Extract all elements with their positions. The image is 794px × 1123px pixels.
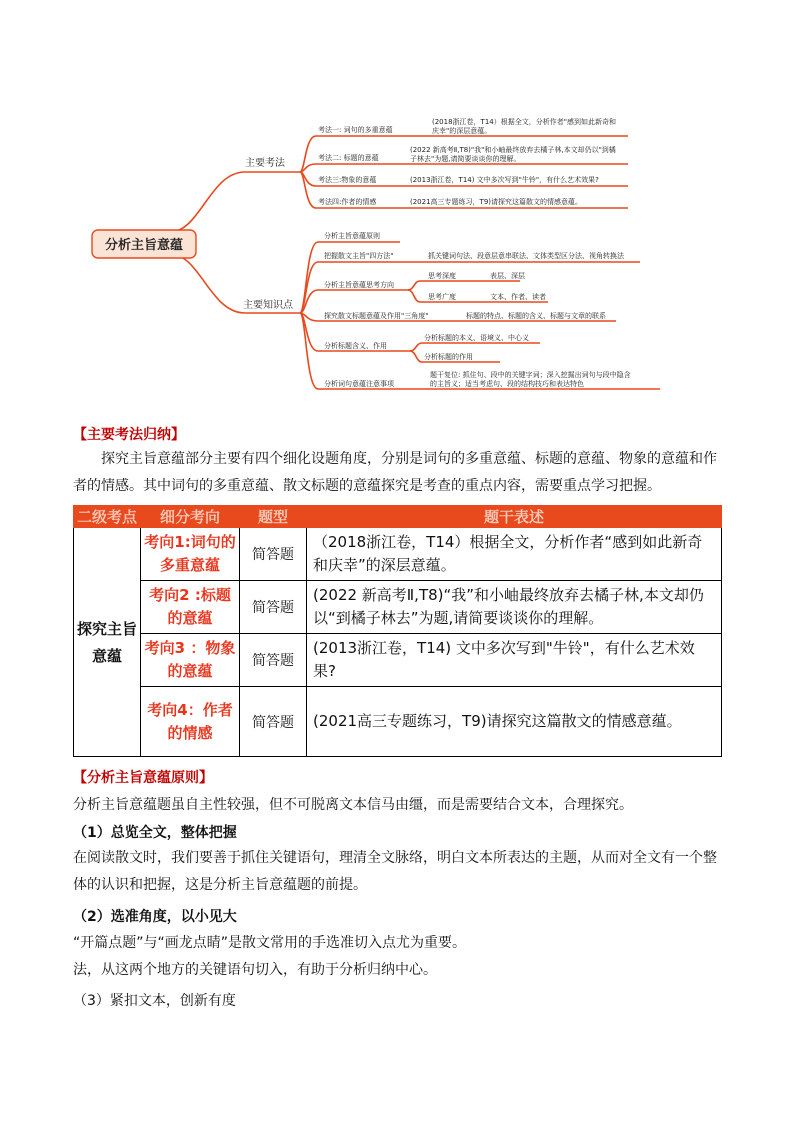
table-row [74,634,722,687]
direction-cell [141,581,240,634]
table-row [74,581,722,634]
table-row [74,687,722,757]
method-detail: 庆幸"的深层意蕴。 [432,127,492,135]
subheading: （3）紧扣文本，创新有度 [73,993,236,1009]
direction-cell [141,528,240,581]
table-header-cell: 二级考点 [74,506,141,528]
knowledge-detail: 的主旨义；适当考虑句、段的结构技巧和表达特色 [430,380,584,388]
knowledge-item: 分析主旨意蕴原则 [324,232,380,240]
knowledge-item: 探究散文标题意蕴及作用"三角度" [324,312,429,320]
knowledge-item: 把握散文主旨"四方法" [324,252,394,260]
direction-line: 的意蕴 [167,662,213,680]
subheading: （1）总览全文，整体把握 [73,825,237,841]
table-header-cell: 细分考向 [141,506,240,528]
stem-cell: (2022 新高考Ⅱ,T8)“我”和小岫最终放弃去橘子林,本文却仍以“到橘子林去”为题,请简要谈谈你的理解。 [307,581,722,634]
type-cell: 简答题 [240,687,307,757]
stem-cell: （2018浙江卷，T14）根据全文，分析作者“感到如此新奇和庆幸”的深层意蕴。 [307,528,722,581]
method-detail: 子林去"为题,请简要谈谈你的理解。 [410,155,521,163]
table-header-row [74,506,722,528]
knowledge-sub: 思考广度 [428,293,456,301]
knowledge-item: 分析词句意蕴注意事项 [324,380,394,388]
knowledge-detail: 抓关键词句法、段意层意串联法、文体类型区分法、视角转换法 [428,252,624,260]
method-detail: (2021高三专题练习，T9)请探究这篇散文的情感意蕴。 [410,198,583,206]
table-header-cell: 题干表述 [307,506,722,528]
question-table [73,505,722,757]
direction-line: 考向1:词句的 [144,533,236,551]
knowledge-detail: 题干复位: 抓住句、段中的关键字词；深入挖掘出词句与段中隐含 [430,371,631,379]
direction-line: 考向3 ：物象 [144,639,236,657]
table-row [74,528,722,581]
mindmap-root: 分析主旨意蕴 [104,238,184,253]
knowledge-detail: 表层、深层 [490,272,525,280]
method-detail: (2018浙江卷，T14）根据全文，分析作者"感到如此新奇和 [432,118,616,126]
section-heading-principles: 【分析主旨意蕴原则】 [73,770,213,786]
direction-line: 的情感 [167,723,213,742]
knowledge-sub: 分析标题的本义、语境义、中心义 [424,334,529,342]
paragraph-line: 在阅读散文时，我们要善于抓住关键语句，理清全文脉络，明白文本所表达的主题，从而对全文有一个整 [73,850,717,866]
knowledge-item: 分析主旨意蕴思考方向 [324,281,394,289]
method-label: 考法四:作者的情感 [318,198,377,206]
method-detail: (2022 新高考Ⅱ,T8)"我"和小岫最终放弃去橘子林,本文却仍以"到橘 [410,146,616,154]
method-label: 考法二: 标题的意蕴 [318,154,379,162]
method-label: 考法三:物象的意蕴 [318,176,377,184]
method-label: 考法一: 词句的多重意蕴 [318,126,393,134]
paragraph-line: 者的情感。其中词句的多重意蕴、散文标题的意蕴探究是考查的重点内容，需要重点学习把握。 [73,478,661,494]
direction-line: 考向4：作者 [147,700,233,719]
knowledge-detail: 标题的特点、标题的含义、标题与文章的联系 [466,312,606,320]
knowledge-sub: 分析标题的作用 [424,353,473,361]
paragraph-line: 法，从这两个地方的关键语句切入，有助于分析归纳中心。 [73,962,437,978]
type-cell: 简答题 [240,634,307,687]
direction-cell [141,634,240,687]
direction-cell [141,687,240,757]
intro-text: 分析主旨意蕴题虽自主性较强，但不可脱离文本信马由缰，而是需要结合文本，合理探究。 [73,797,633,813]
knowledge-item: 分析标题含义、作用 [324,342,387,350]
paragraph-line: “开篇点题”与“画龙点睛”是散文常用的手选准切入点尤为重要。 [73,935,467,951]
type-cell: 简答题 [240,581,307,634]
direction-line: 的意蕴 [167,609,213,627]
mindmap-branch-knowledge: 主要知识点 [243,300,293,311]
direction-line: 多重意蕴 [159,556,220,574]
category-line: 意蕴 [91,647,122,665]
category-line: 探究主旨 [76,620,137,638]
section-heading-methods: 【主要考法归纳】 [73,427,185,443]
knowledge-sub: 思考深度 [428,272,456,280]
category-cell [74,528,141,757]
mind-map [0,0,794,400]
knowledge-detail: 文本、作者、读者 [490,293,546,301]
paragraph-line: 体的认识和把握，这是分析主旨意蕴题的前提。 [73,877,367,893]
method-detail: (2013浙江卷，T14) 文中多次写到"牛铃"，有什么艺术效果? [410,176,599,184]
type-cell: 简答题 [240,528,307,581]
direction-line: 考向2 :标题 [149,586,231,604]
stem-cell: (2013浙江卷，T14) 文中多次写到"牛铃"，有什么艺术效果? [307,634,722,687]
stem-cell: (2021高三专题练习，T9)请探究这篇散文的情感意蕴。 [307,687,722,757]
paragraph-line: 探究主旨意蕴部分主要有四个细化设题角度，分别是词句的多重意蕴、标题的意蕴、物象的意蕴和作 [101,451,717,467]
subheading: （2）选准角度，以小见大 [73,909,237,925]
table-header-cell: 题型 [240,506,307,528]
mindmap-branch-methods: 主要考法 [245,158,285,169]
